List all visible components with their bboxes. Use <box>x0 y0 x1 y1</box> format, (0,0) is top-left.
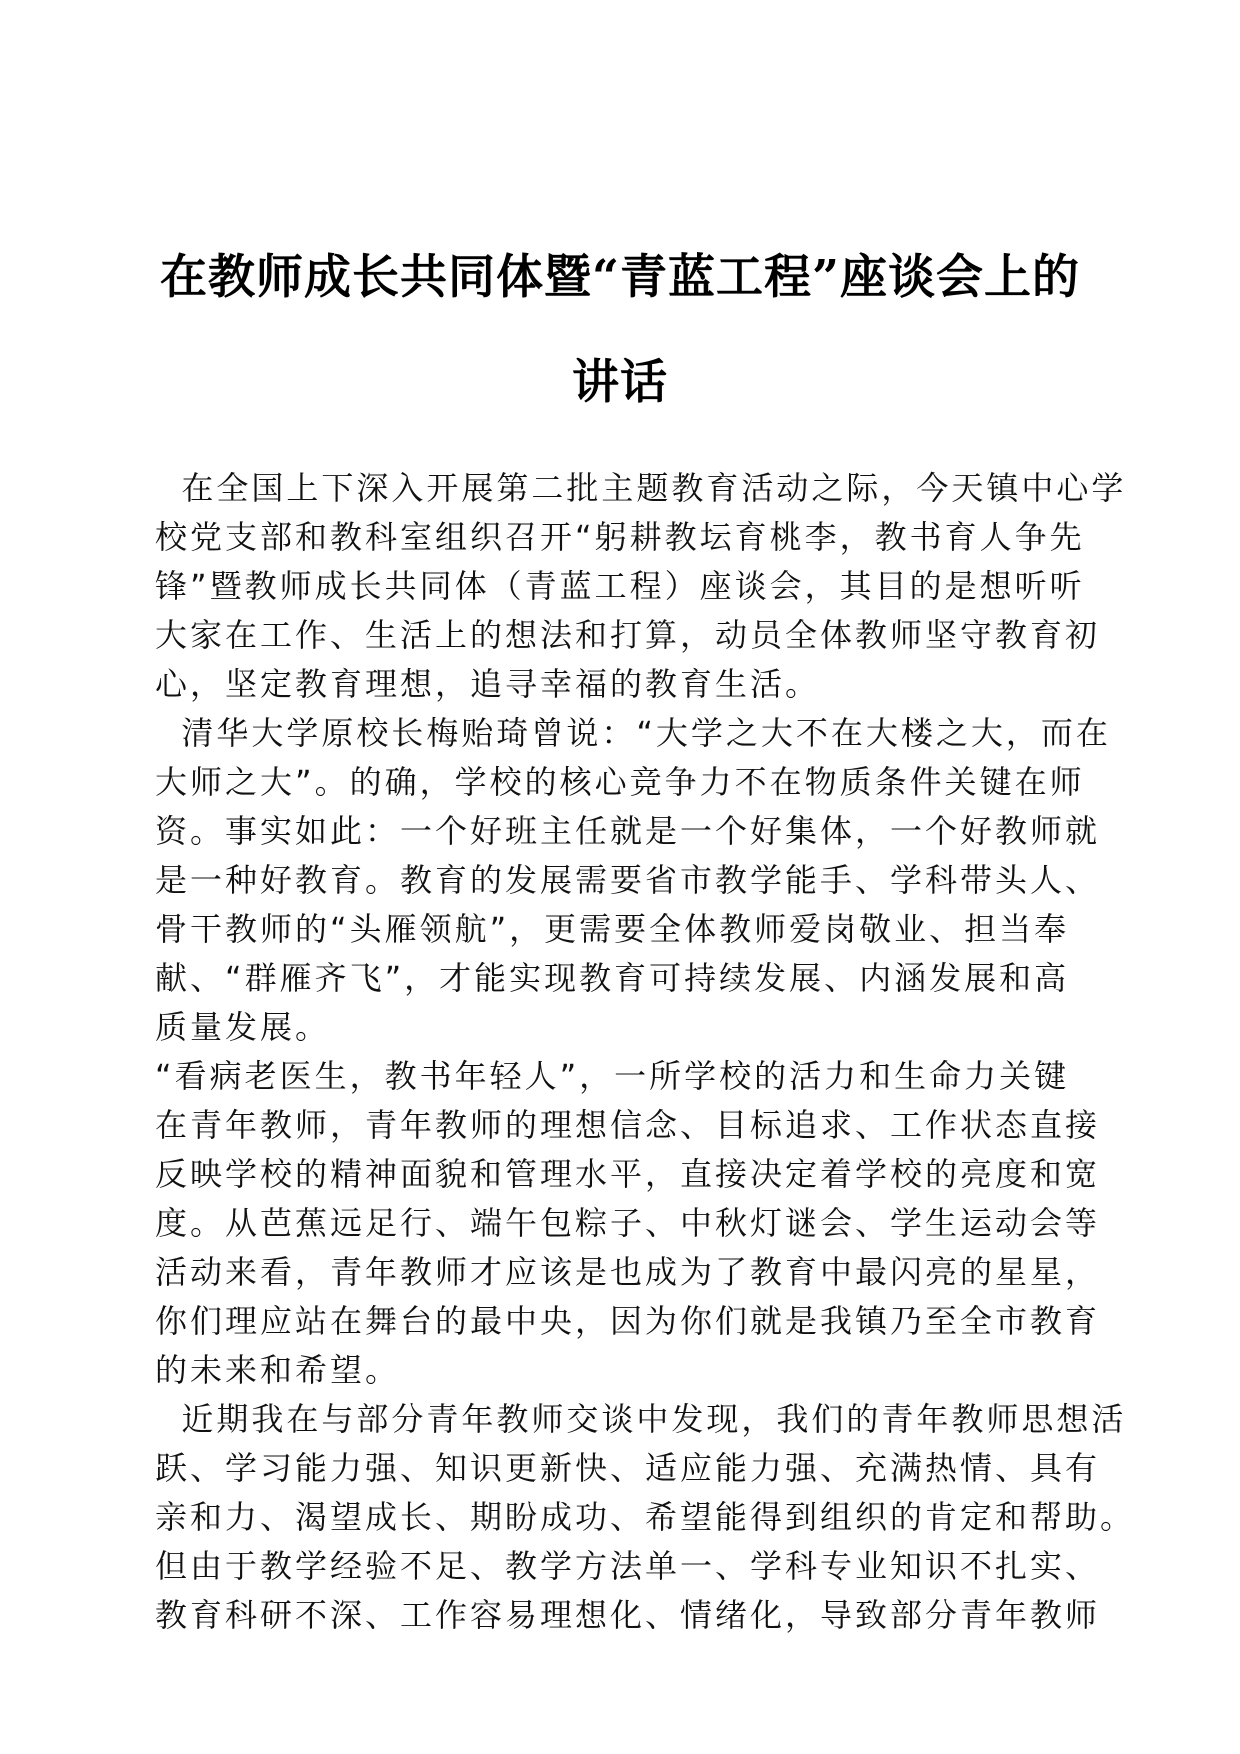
text-line: 你们理应站在舞台的最中央，因为你们就是我镇乃至全市教育 <box>155 1302 1101 1340</box>
text-line: 质量发展。 <box>155 1008 331 1046</box>
paragraph-3 <box>155 1052 1101 1395</box>
document-body <box>155 464 1136 1640</box>
text-line: 的未来和希望。 <box>155 1351 401 1389</box>
text-line: 资。事实如此：一个好班主任就是一个好集体，一个好教师就 <box>155 812 1101 850</box>
paragraph-1 <box>155 464 1127 709</box>
text-line: 在全国上下深入开展第二批主题教育活动之际，今天镇中心学 <box>155 469 1127 507</box>
paragraph-2 <box>155 709 1111 1052</box>
text-line: “看病老医生，教书年轻人”，一所学校的活力和生命力关键 <box>155 1057 1070 1095</box>
text-line: 心，坚定教育理想，追寻幸福的教育生活。 <box>155 665 821 703</box>
text-line: 反映学校的精神面貌和管理水平，直接决定着学校的亮度和宽 <box>155 1155 1101 1193</box>
text-line: 活动来看，青年教师才应该是也成为了教育中最闪亮的星星， <box>155 1253 1101 1291</box>
text-line: 跃、学习能力强、知识更新快、适应能力强、充满热情、具有 <box>155 1449 1101 1487</box>
text-line: 是一种好教育。教育的发展需要省市教学能手、学科带头人、 <box>155 861 1101 899</box>
text-line: 度。从芭蕉远足行、端午包粽子、中秋灯谜会、学生运动会等 <box>155 1204 1101 1242</box>
paragraph-4 <box>155 1395 1136 1640</box>
title-line: 讲话 <box>572 355 668 410</box>
text-line: 在青年教师，青年教师的理想信念、目标追求、工作状态直接 <box>155 1106 1101 1144</box>
text-line: 亲和力、渴望成长、期盼成功、希望能得到组织的肯定和帮助。 <box>155 1498 1136 1536</box>
title-line: 在教师成长共同体暨“青蓝工程”座谈会上的 <box>159 250 1081 305</box>
text-line: 清华大学原校长梅贻琦曾说：“大学之大不在大楼之大，而在 <box>155 714 1111 752</box>
text-line: 锋”暨教师成长共同体（青蓝工程）座谈会，其目的是想听听 <box>155 567 1085 605</box>
text-line: 大家在工作、生活上的想法和打算，动员全体教师坚守教育初 <box>155 616 1101 654</box>
text-line: 校党支部和教科室组织召开“躬耕教坛育桃李，教书育人争先 <box>155 518 1085 556</box>
text-line: 教育科研不深、工作容易理想化、情绪化，导致部分青年教师 <box>155 1596 1101 1634</box>
text-line: 但由于教学经验不足、教学方法单一、学科专业知识不扎实、 <box>155 1547 1101 1585</box>
text-line: 大师之大”。的确，学校的核心竞争力不在物质条件关键在师 <box>155 763 1085 801</box>
text-line: 近期我在与部分青年教师交谈中发现，我们的青年教师思想活 <box>155 1400 1127 1438</box>
text-line: 献、“群雁齐飞”，才能实现教育可持续发展、内涵发展和高 <box>155 959 1070 997</box>
document-title <box>150 225 1090 435</box>
text-line: 骨干教师的“头雁领航”，更需要全体教师爱岗敬业、担当奉 <box>155 910 1070 948</box>
